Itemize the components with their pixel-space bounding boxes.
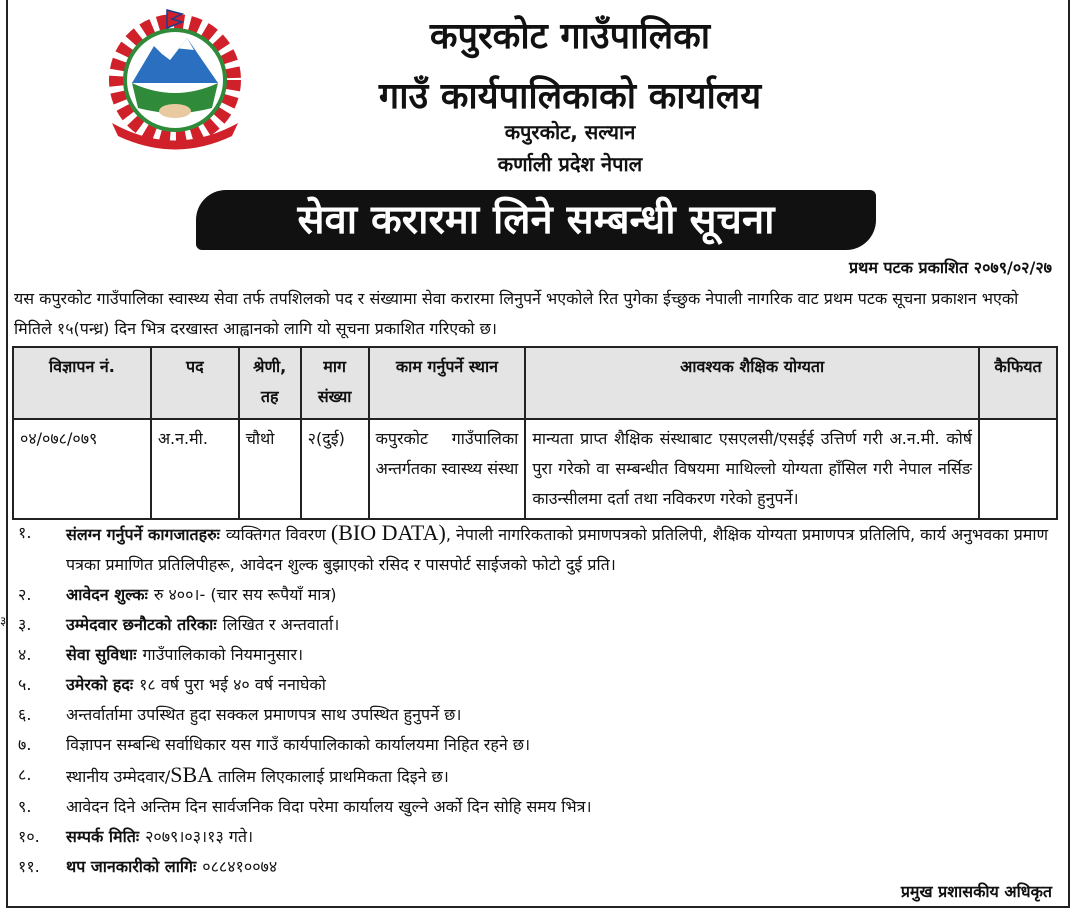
col-header: पद — [151, 347, 239, 419]
list-item — [18, 610, 1058, 640]
cell-ad-number: ०४/०७८/०७९ — [13, 419, 151, 519]
item-number: १०. — [18, 827, 40, 846]
item-label: सेवा सुविधाः — [66, 645, 137, 664]
list-item — [18, 730, 1058, 760]
notice-title-banner: सेवा करारमा लिने सम्बन्धी सूचना — [196, 190, 876, 250]
item-text: लिखित र अन्तवार्ता। — [222, 615, 340, 634]
vacancy-table — [12, 346, 1058, 520]
item-latin-text: (BIO DATA) — [330, 520, 446, 545]
cell-count: २(दुई) — [301, 419, 369, 519]
item-label: सम्पर्क मितिः — [66, 827, 140, 846]
signature-title: प्रमुख प्रशासकीय अधिकृत — [900, 882, 1052, 901]
item-body — [66, 518, 1058, 580]
list-item — [18, 670, 1058, 700]
list-item — [18, 792, 1058, 822]
col-header: काम गर्नुपर्ने स्थान — [369, 347, 526, 419]
item-number: ८. — [18, 765, 32, 784]
item-label: उमेरको हदः — [66, 675, 134, 694]
municipality-title: कपुरकोट गाउँपालिका — [429, 16, 711, 57]
nepal-emblem-logo — [92, 8, 258, 153]
list-item — [18, 852, 1058, 882]
conditions-list — [18, 518, 1058, 882]
item-label: आवेदन शुल्कः — [66, 585, 148, 604]
item-number: ३. — [18, 615, 32, 634]
item-body — [66, 852, 277, 882]
item-number: ५. — [18, 675, 32, 694]
item-text: , नेपाली नागरिकताको प्रमाणपत्रको प्रतिलिपी, शैक्षिक योग्यता प्रमाणपत्र प्रतिलिपि, कार्य अनुभवका प्रमाण पत्रका प्रमाणित प्रतिलिपीहरू, आवेदन शुल्क बुझाएको रसिद र पासपोर्ट साईजको फोटो दुई प्रति। — [66, 525, 1049, 574]
table-header-row — [13, 347, 1057, 419]
item-text: स्थानीय उम्मेदवार/ — [66, 767, 171, 786]
item-text: रु ४००।- (चार सय रूपैयाँ मात्र) — [153, 585, 337, 604]
list-item — [18, 640, 1058, 670]
item-text: आवेदन दिने अन्तिम दिन सार्वजनिक विदा परेमा कार्यालय खुल्ने अर्को दिन सोहि समय भित्र। — [66, 797, 592, 816]
item-number: २. — [18, 585, 32, 604]
cell-remarks — [979, 419, 1057, 519]
list-item — [18, 760, 1058, 792]
col-header: आवश्यक शैक्षिक योग्यता — [525, 347, 979, 419]
col-header: माग संख्या — [301, 347, 369, 419]
cell-qualification: मान्यता प्राप्त शैक्षिक संस्थाबाट एसएलसी/एसईई उत्तिर्ण गरी अ.न.मी. कोर्ष पुरा गरेको वा सम्बन्धीत विषयमा माथिल्लो योग्यता हाँसिल गरी नेपाल नर्सिङ काउन्सीलमा दर्ता तथा नविकरण गरेको हुनुपर्ने। — [525, 419, 979, 519]
item-body — [66, 760, 449, 792]
location-line: कपुरकोट, सल्यान — [504, 120, 636, 144]
item-number: ९. — [18, 797, 32, 816]
col-header: विज्ञापन नं. — [13, 347, 151, 419]
item-text: अन्तर्वार्तामा उपस्थित हुदा सक्कल प्रमाणपत्र साथ उपस्थित हुनुपर्ने छ। — [66, 705, 462, 724]
item-label: संलग्न गर्नुपर्ने कागजातहरुः — [66, 525, 220, 544]
item-body — [66, 700, 461, 730]
item-body — [66, 792, 592, 822]
item-body — [66, 610, 339, 640]
item-body — [66, 670, 326, 700]
col-header: श्रेणी, तह — [239, 347, 301, 419]
item-text: विज्ञापन सम्बन्धि सर्वाधिकार यस गाउँ कार्यपालिकाको कार्यालयमा निहित रहने छ। — [66, 735, 531, 754]
item-text: ०८८४१००७४ — [202, 857, 278, 876]
list-item — [18, 700, 1058, 730]
intro-paragraph: यस कपुरकोट गाउँपालिका स्वास्थ्य सेवा तर्फ तपशिलको पद र संख्यामा सेवा करारमा लिनुपर्ने भएकोले रित पुगेका ईच्छुक नेपाली नागरिक वाट प्रथम पटक सूचना प्रकाशन भएको मितिले १५(पन्ध्र) दिन भित्र दरखास्त आह्वानको लागि यो सूचना प्रकाशित गरिएको छ। — [14, 289, 1019, 338]
item-text: तालिम लिएकालाई प्राथमिकता दिइने छ। — [213, 767, 449, 786]
item-number: ११. — [18, 857, 40, 876]
item-text: १८ वर्ष पुरा भई ४० वर्ष ननाघेको — [139, 675, 326, 694]
item-body — [66, 640, 303, 670]
item-label: थप जानकारीको लागिः — [66, 857, 197, 876]
item-latin-text: SBA — [170, 762, 214, 787]
item-number: ७. — [18, 735, 32, 754]
list-item — [18, 580, 1058, 610]
item-text: २०७९।०३।१३ गते। — [145, 827, 254, 846]
item-number: ४. — [18, 645, 32, 664]
publication-date: प्रथम पटक प्रकाशित २०७९/०२/२७ — [849, 258, 1052, 277]
province-line: कर्णाली प्रदेश नेपाल — [497, 152, 643, 176]
item-text: व्यक्तिगत विवरण — [225, 525, 331, 544]
item-body — [66, 822, 253, 852]
cell-workplace: कपुरकोट गाउँपालिका अन्तर्गतका स्वास्थ्य संस्था — [369, 419, 526, 519]
col-header: कैफियत — [979, 347, 1057, 419]
item-number: १. — [18, 523, 32, 542]
item-body — [66, 580, 337, 610]
cell-level: चौथो — [239, 419, 301, 519]
item-text: गाउँपालिकाको नियमानुसार। — [142, 645, 304, 664]
margin-mark: ३ — [0, 614, 7, 628]
item-number: ६. — [18, 705, 32, 724]
cell-post: अ.न.मी. — [151, 419, 239, 519]
item-label: उम्मेदवार छनौटको तरिकाः — [66, 615, 217, 634]
item-body — [66, 730, 530, 760]
office-title: गाउँ कार्यपालिकाको कार्यालय — [378, 76, 762, 117]
list-item — [18, 518, 1058, 580]
list-item — [18, 822, 1058, 852]
table-row — [13, 419, 1057, 519]
